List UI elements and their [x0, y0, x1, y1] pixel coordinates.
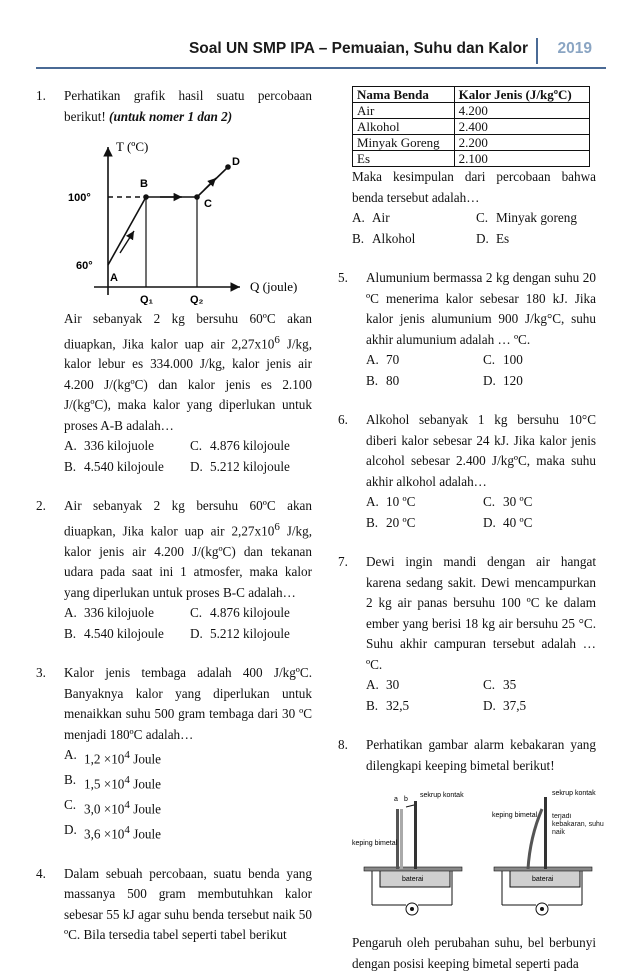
- option-d[interactable]: [190, 457, 312, 478]
- exponent: 6: [274, 520, 280, 533]
- option-letter: C.: [190, 438, 203, 454]
- table-header: Nama Benda: [353, 87, 455, 103]
- option-letter: B.: [366, 372, 379, 388]
- question-body: Alumunium bermassa 2 kg dengan suhu 20 ºC menerima kalor sebesar 180 kJ. Jika kalor jenis alumunium 900 J/kg°C, suhu akhir alumunium adalah … ºC.: [366, 270, 596, 347]
- option-text: 20 ºC: [386, 514, 416, 530]
- base-plate-right: [494, 867, 592, 871]
- option-d[interactable]: [483, 371, 596, 392]
- option-base: 3,6 ×10: [84, 826, 125, 842]
- option-text: 4.876 kilojoule: [210, 605, 290, 621]
- option-text: 120: [503, 372, 523, 388]
- bimetal-strip-b: [400, 809, 403, 869]
- question-number: 2.: [36, 498, 46, 514]
- stem-note: (untuk nomer 1 dan 2): [109, 108, 233, 124]
- option-text: 4.540 kilojoule: [84, 458, 164, 474]
- option-base: 1,2 ×10: [84, 751, 125, 767]
- option-b[interactable]: [366, 696, 479, 717]
- table-cell: Minyak Goreng: [353, 135, 455, 151]
- contact-screw-post-right: [544, 797, 547, 869]
- body-text-1: Air sebanyak 2 kg bersuhu 60ºC akan diuapkan, Jika kalor uap air 2,27x10: [64, 311, 312, 351]
- question-1: [36, 86, 312, 477]
- table-cell: Air: [353, 103, 455, 119]
- option-unit: Joule: [129, 801, 162, 817]
- left-column: [36, 86, 312, 965]
- header-rule: [36, 67, 606, 69]
- option-b[interactable]: [64, 457, 186, 478]
- option-c[interactable]: [64, 795, 312, 820]
- option-c[interactable]: [483, 492, 596, 513]
- table-cell: 2.100: [454, 151, 589, 167]
- exponent: 4: [124, 823, 130, 836]
- option-a[interactable]: [64, 436, 186, 457]
- option-letter: D.: [190, 458, 203, 474]
- table-row: [353, 103, 590, 119]
- option-text: Alkohol: [372, 230, 416, 246]
- option-c[interactable]: [190, 436, 312, 457]
- specific-heat-table: [352, 86, 590, 167]
- question-number: 3.: [36, 665, 46, 681]
- option-b[interactable]: [366, 513, 479, 534]
- table-cell: Es: [353, 151, 455, 167]
- question-7: [338, 552, 596, 716]
- header-divider: [536, 38, 538, 64]
- option-text: 37,5: [503, 697, 527, 713]
- bell-ringing-icon-center: [540, 907, 544, 911]
- table-row: [353, 119, 590, 135]
- label-d: D: [232, 156, 240, 168]
- option-letter: D.: [483, 372, 496, 388]
- option-c[interactable]: [483, 350, 596, 371]
- question-3: [36, 663, 312, 845]
- option-unit: Joule: [129, 751, 162, 767]
- option-base: 1,5 ×10: [84, 776, 125, 792]
- option-unit: Joule: [129, 776, 162, 792]
- alarm-svg: [352, 787, 607, 927]
- question-body: Dewi ingin mandi dengan air hangat karena sedang sakit. Dewi mencampurkan 2 kg air panas bersuhu 100 ºC ke dalam ember yang berisi 18 kg air bersuhu 25 °C. Suhu akhir campuran tersebut adalah … ºC.: [366, 554, 596, 672]
- y-tick-60: 60°: [76, 260, 93, 272]
- table-cell: 2.400: [454, 119, 589, 135]
- fig-label-baterai-left: baterai: [402, 876, 424, 883]
- option-d[interactable]: [476, 229, 596, 250]
- option-b[interactable]: [352, 229, 472, 250]
- body-text-2: J/kg, kalor lebur es 334.000 J/kg, kalor jenis air 4.200 J/(kgºC) dan kalor jenis es 2.100 J/(kgºC), maka kalor yang diperlukan untuk proses A-B adalah…: [64, 335, 312, 433]
- option-text: 336 kilojuole: [84, 438, 154, 454]
- fig-label-baterai-right: baterai: [532, 876, 554, 883]
- temperature-heat-graph: [64, 135, 304, 305]
- option-c[interactable]: [476, 208, 596, 229]
- question-4-tail: [338, 167, 596, 249]
- option-text: 30 ºC: [503, 494, 533, 509]
- question-8: [338, 735, 596, 776]
- question-5: [338, 268, 596, 391]
- segment-ab: [108, 197, 146, 265]
- answer-options: [366, 350, 596, 391]
- option-text: Es: [496, 230, 510, 246]
- option-letter: D.: [483, 697, 496, 713]
- fig-label-keping-left: keping bimetal: [352, 840, 398, 847]
- fig-label-keping-right: keping bimetal: [492, 812, 538, 819]
- exponent: 4: [124, 774, 130, 787]
- option-unit: Joule: [129, 826, 162, 842]
- exponent: 4: [124, 799, 130, 812]
- option-b[interactable]: [64, 770, 312, 795]
- option-a[interactable]: [366, 350, 479, 371]
- option-text: 4.540 kilojoule: [84, 625, 164, 641]
- option-letter: B.: [366, 514, 379, 530]
- option-d[interactable]: [64, 820, 312, 845]
- body-text-2: J/kg, kalor jenis air 4.200 J/(kgºC) dan tekanan udara pada saat ini 1 atmosfer, maka kalor yang diperlukan untuk proses B-C adalah…: [64, 523, 312, 600]
- answer-options: [366, 675, 596, 716]
- option-text: 32,5: [386, 697, 410, 713]
- question-stem: [64, 86, 312, 127]
- fig-label-sekrup-left: sekrup kontak: [420, 792, 464, 799]
- answer-options: [64, 745, 312, 845]
- option-text: 10 ºC: [386, 494, 416, 509]
- stem-text: Perhatikan grafik hasil suatu percobaan berikut!: [64, 88, 312, 124]
- graph-svg: [64, 135, 304, 305]
- option-text: 80: [386, 372, 400, 388]
- question-number: 8.: [338, 737, 348, 752]
- option-c[interactable]: [190, 603, 312, 624]
- right-column: [338, 86, 604, 974]
- option-text: 5.212 kilojoule: [210, 458, 290, 474]
- option-text: 5.212 kilojoule: [210, 625, 290, 641]
- fig-label-a: a: [394, 796, 398, 803]
- conclusion-text: Maka kesimpulan dari percobaan bahwa benda tersebut adalah…: [352, 169, 596, 205]
- point-b-marker: [143, 194, 149, 200]
- option-text: Minyak goreng: [496, 210, 577, 225]
- fig-label-sekrup-right: sekrup kontak: [552, 790, 596, 797]
- option-d[interactable]: [190, 624, 312, 645]
- table-header: Kalor Jenis (J/kgºC): [454, 87, 589, 103]
- question-body: Kalor jenis tembaga adalah 400 J/kgºC. Banyaknya kalor yang diperlukan untuk menaikkan suhu 500 gram tembaga dari 30 ºC menjadi 180ºC adalah…: [64, 665, 312, 742]
- option-letter: C.: [476, 210, 489, 225]
- fig-label-b: b: [404, 796, 408, 803]
- x-axis-label: Q (joule): [250, 279, 298, 294]
- option-text: 100: [503, 352, 523, 367]
- question-6: [338, 410, 596, 533]
- option-a[interactable]: [352, 208, 472, 229]
- screw-tip-left: [406, 805, 414, 807]
- header-title: Soal UN SMP IPA – Pemuaian, Suhu dan Kalor: [188, 40, 528, 57]
- base-plate-left: [364, 867, 462, 871]
- question-4: [36, 864, 312, 946]
- page-header: [0, 38, 600, 66]
- alarm-diagram-normal: [352, 792, 464, 915]
- question-8-figure-wrap: [338, 787, 604, 974]
- option-a[interactable]: [64, 745, 312, 770]
- option-text: 35: [503, 677, 517, 692]
- contact-screw-post-left: [414, 801, 417, 869]
- option-text: 4.876 kilojoule: [210, 438, 290, 454]
- table-cell: Alkohol: [353, 119, 455, 135]
- answer-options: [64, 436, 312, 477]
- option-d[interactable]: [483, 513, 596, 534]
- table-cell: 4.200: [454, 103, 589, 119]
- option-letter: A.: [352, 210, 365, 225]
- option-letter: B.: [352, 230, 365, 246]
- question-4-continued: [338, 86, 596, 249]
- table-header-row: [353, 87, 590, 103]
- option-letter: D.: [476, 230, 489, 246]
- question-number: 5.: [338, 270, 348, 285]
- question-number: 4.: [36, 865, 46, 881]
- option-letter: D.: [64, 821, 77, 837]
- x-tick-q2: Q₂: [190, 294, 204, 305]
- option-a[interactable]: [366, 675, 479, 696]
- table-cell: 2.200: [454, 135, 589, 151]
- answer-options: [64, 603, 312, 644]
- fig-label-terjadi: terjadi kebakaran, suhu naik: [552, 813, 604, 836]
- bimetal-alarm-figure: [352, 787, 607, 927]
- bell-icon-center: [410, 907, 414, 911]
- answer-options: [366, 492, 596, 533]
- question-8-followup: Pengaruh oleh perubahan suhu, bel berbunyi dengan posisi keeping bimetal seperti pada: [352, 935, 596, 971]
- option-letter: A.: [366, 677, 379, 692]
- option-a[interactable]: [64, 603, 186, 624]
- question-body: [64, 309, 312, 436]
- body-text-1: Air sebanyak 2 kg bersuhu 60ºC akan diuapkan, Jika kalor uap air 2,27x10: [64, 498, 312, 539]
- label-b: B: [140, 178, 148, 190]
- option-letter: A.: [366, 352, 379, 367]
- option-letter: D.: [483, 514, 496, 530]
- option-letter: A.: [64, 438, 77, 454]
- option-letter: C.: [190, 605, 203, 621]
- option-text: 336 kilojuole: [84, 605, 154, 621]
- question-2: [36, 496, 312, 644]
- option-a[interactable]: [366, 492, 479, 513]
- point-c-marker: [194, 194, 200, 200]
- arrow-ab: [120, 231, 134, 253]
- x-tick-q1: Q₁: [140, 294, 154, 305]
- option-c[interactable]: [483, 675, 596, 696]
- option-letter: A.: [366, 494, 379, 509]
- option-letter: B.: [64, 458, 77, 474]
- option-letter: A.: [64, 605, 77, 621]
- option-letter: A.: [64, 747, 77, 763]
- option-base: 3,0 ×10: [84, 801, 125, 817]
- header-year: 2019: [557, 40, 592, 57]
- option-text: 30: [386, 677, 400, 692]
- question-body: [64, 496, 312, 603]
- option-letter: C.: [483, 677, 496, 692]
- question-number: 1.: [36, 88, 46, 103]
- option-letter: B.: [64, 625, 77, 641]
- answer-options: [352, 208, 596, 249]
- question-number: 7.: [338, 554, 348, 569]
- option-letter: C.: [64, 797, 77, 813]
- option-b[interactable]: [366, 371, 479, 392]
- option-b[interactable]: [64, 624, 186, 645]
- label-a: A: [110, 272, 118, 284]
- y-axis-label: T (ºC): [116, 139, 149, 154]
- fig-label-terjadi-wrap: [552, 813, 604, 853]
- option-letter: D.: [190, 625, 203, 641]
- table-row: [353, 135, 590, 151]
- bimetal-strip-a: [396, 809, 399, 869]
- arrow-cd: [204, 178, 216, 190]
- question-body: Perhatikan gambar alarm kebakaran yang dilengkapi keeping bimetal berikut!: [366, 737, 596, 773]
- question-body: Alkohol sebanyak 1 kg bersuhu 10°C diberi kalor sebesar 24 kJ. Jika kalor jenis alcohol sebesar 2.400 J/kgºC, maka suhu akhir alkohol adalah…: [366, 412, 596, 489]
- point-d-marker: [225, 164, 231, 170]
- option-text: 40 ºC: [503, 514, 533, 530]
- option-letter: C.: [483, 352, 496, 367]
- alarm-diagram-fire: [492, 790, 604, 915]
- y-tick-100: 100°: [68, 192, 91, 204]
- option-letter: B.: [64, 772, 77, 788]
- option-letter: C.: [483, 494, 496, 509]
- question-number: 6.: [338, 412, 348, 427]
- option-text: 70: [386, 352, 400, 367]
- question-body: Dalam sebuah percobaan, suatu benda yang massanya 500 gram membutuhkan kalor sebesar 55 kJ agar suhu benda tersebut naik 50 ºC. Bila tersedia tabel seperti tabel berikut: [64, 865, 312, 943]
- label-c: C: [204, 198, 212, 210]
- option-text: Air: [372, 210, 390, 225]
- table-row: [353, 151, 590, 167]
- exponent: 6: [274, 333, 280, 346]
- option-d[interactable]: [483, 696, 596, 717]
- option-letter: B.: [366, 697, 379, 713]
- exponent: 4: [124, 749, 130, 762]
